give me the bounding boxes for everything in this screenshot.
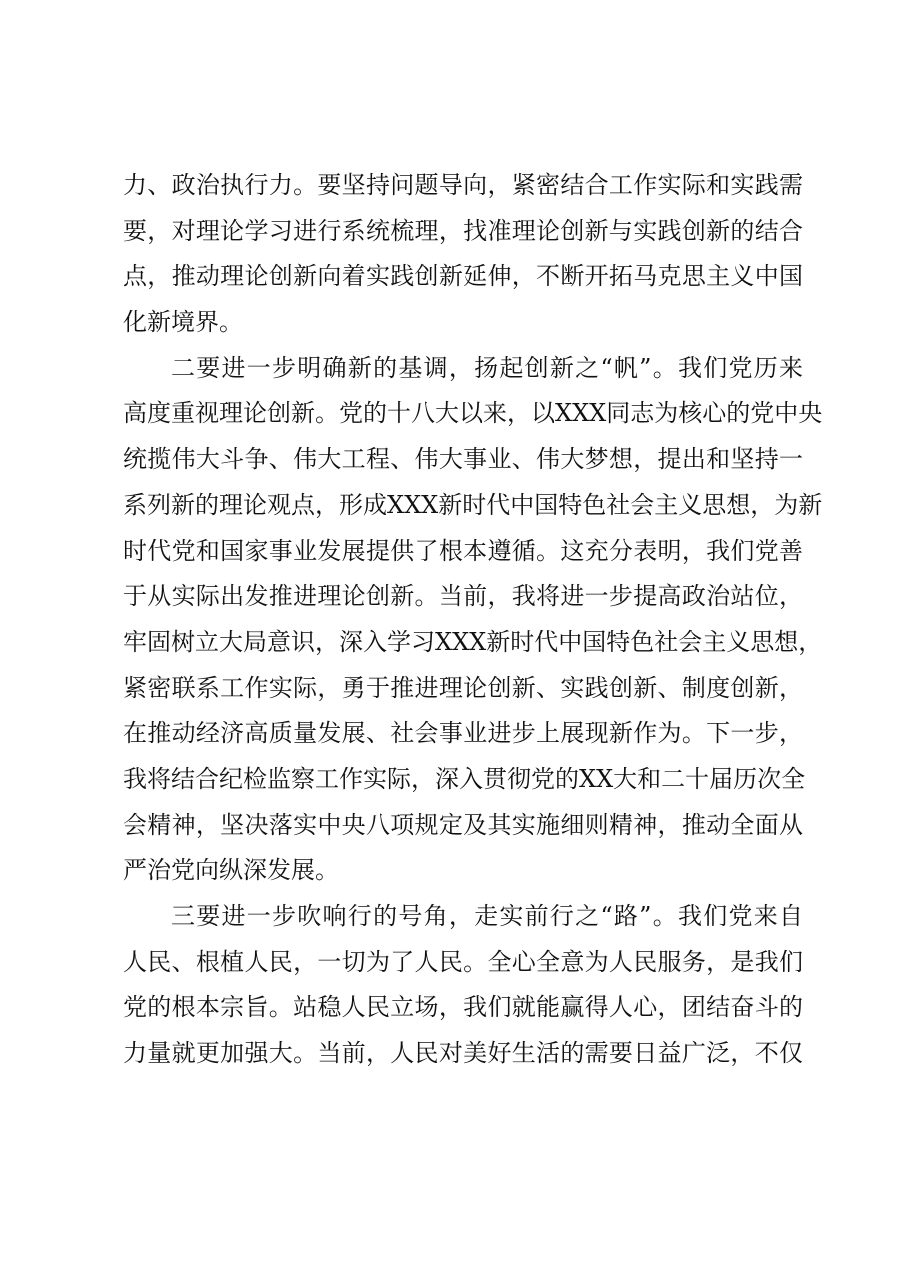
text-line: 紧密联系工作实际，勇于推进理论创新、实践创新、制度创新， — [123, 673, 803, 702]
paragraph-first-line: 二要进一步明确新的基调，扬起创新之“帆”。我们党历来 — [171, 353, 803, 382]
text-line: 统揽伟大斗争、伟大工程、伟大事业、伟大梦想，提出和坚持一 — [123, 445, 803, 474]
text-line: 时代党和国家事业发展提供了根本遵循。这充分表明，我们党善 — [123, 536, 803, 565]
paragraph-first-line: 三要进一步吹响行的号角，走实前行之“路”。我们党来自 — [171, 902, 803, 930]
text-line: 力、政治执行力。要坚持问题导向，紧密结合工作实际和实践需 — [123, 171, 803, 199]
text-line: 牢固树立大局意识，深入学习XXX新时代中国特色社会主义思想， — [123, 627, 823, 656]
text-line: 党的根本宗旨。站稳人民立场，我们就能赢得人心，团结奋斗的 — [123, 993, 803, 1022]
text-line: 力量就更加强大。当前，人民对美好生活的需要日益广泛，不仅 — [123, 1039, 803, 1068]
text-line: 人民、根植人民，一切为了人民。全心全意为人民服务，是我们 — [123, 947, 803, 976]
text-line: 会精神，坚决落实中央八项规定及其实施细则精神，推动全面从 — [123, 810, 803, 839]
text-line: 在推动经济高质量发展、社会事业进步上展现新作为。下一步， — [123, 719, 803, 748]
text-line: 于从实际出发推进理论创新。当前，我将进一步提高政治站位， — [123, 582, 803, 611]
text-line: 高度重视理论创新。党的十八大以来，以XXX同志为核心的党中央 — [123, 399, 823, 428]
text-line: 要，对理论学习进行系统梳理，找准理论创新与实践创新的结合 — [123, 216, 803, 245]
text-line: 系列新的理论观点，形成XXX新时代中国特色社会主义思想，为新 — [123, 490, 823, 519]
text-line: 严治党向纵深发展。 — [123, 856, 339, 885]
text-line: 我将结合纪检监察工作实际，深入贯彻党的XX大和二十届历次全 — [123, 764, 806, 793]
text-line: 化新境界。 — [123, 308, 243, 337]
body-text — [123, 163, 823, 1077]
text-line: 点，推动理论创新向着实践创新延伸，不断开拓马克思主义中国 — [123, 262, 803, 291]
